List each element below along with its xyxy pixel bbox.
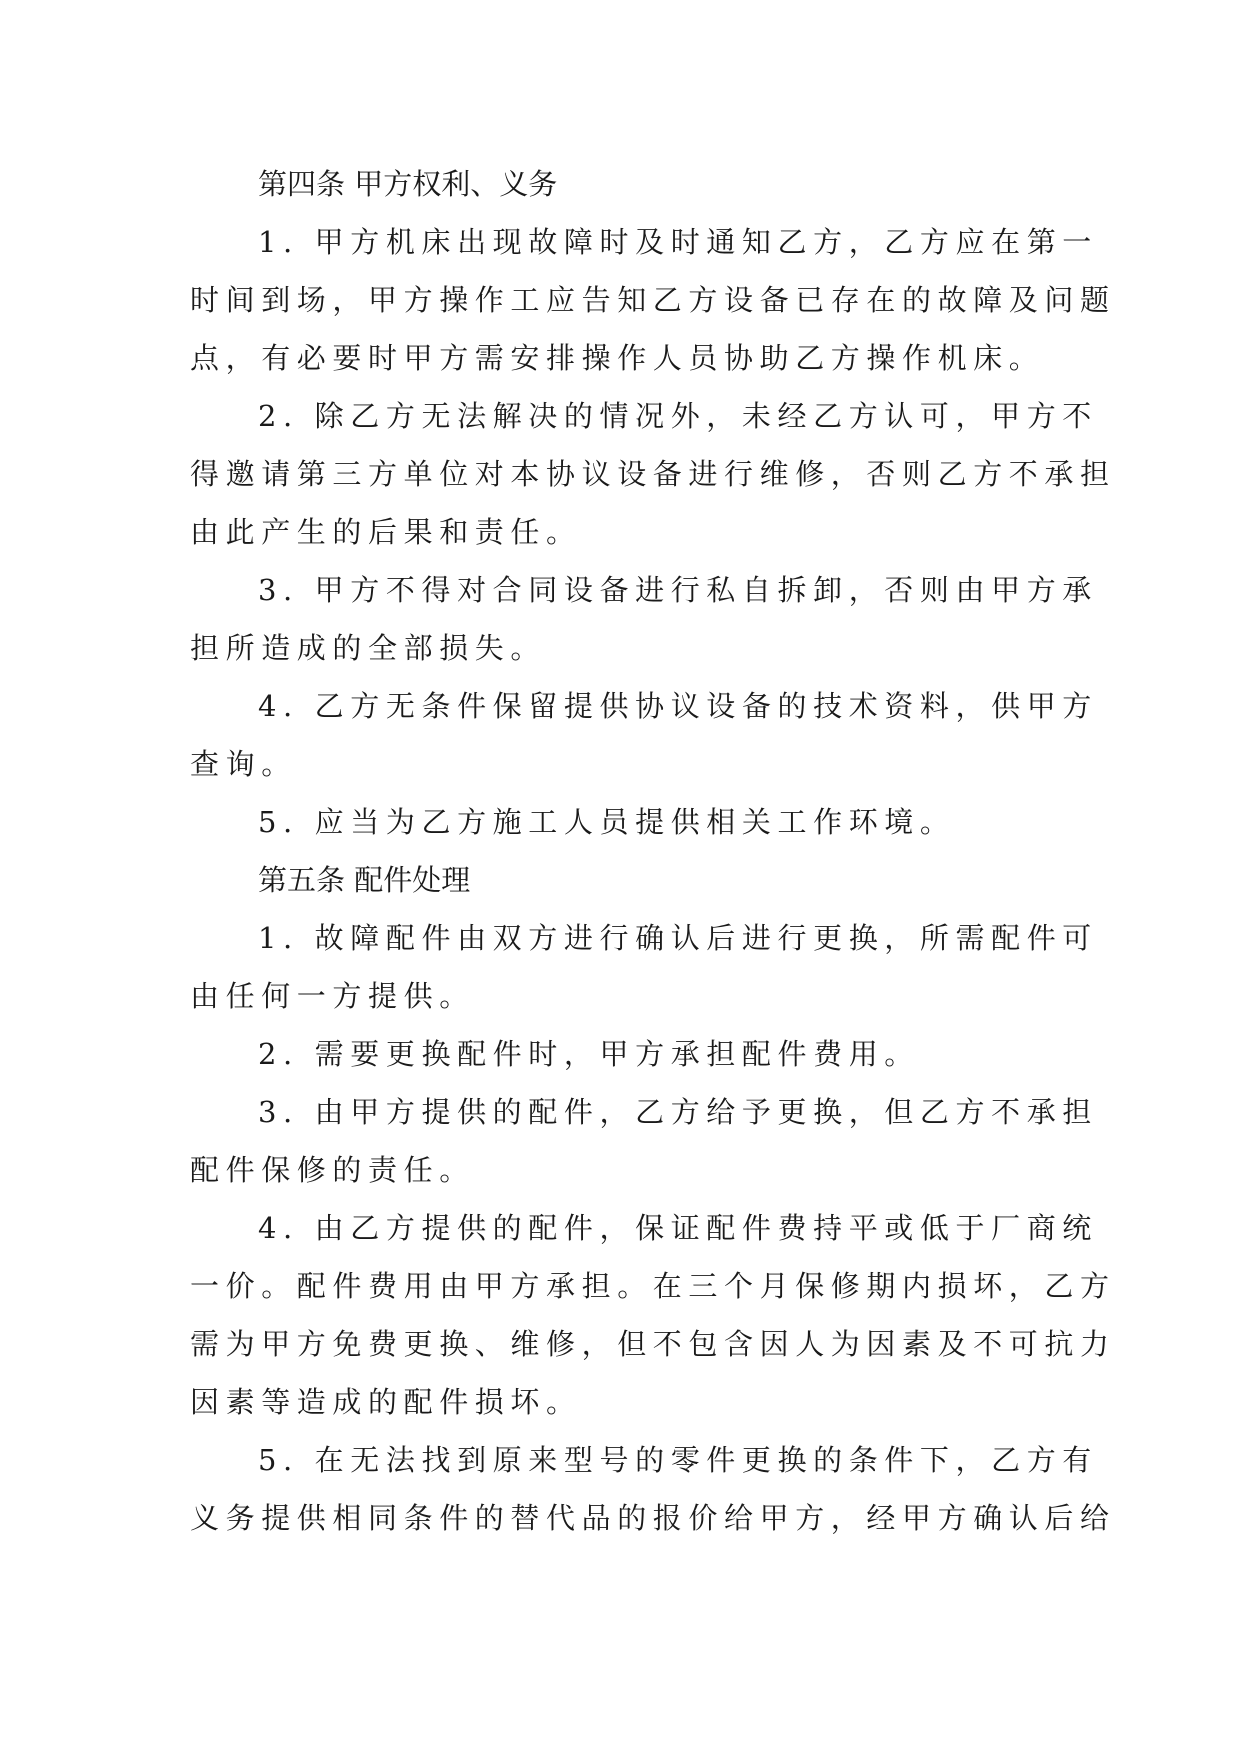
paragraph-line: 需为甲方免费更换、维修，但不包含因人为因素及不可抗力 bbox=[190, 1327, 1116, 1361]
paragraph-line: 4. 由乙方提供的配件，保证配件费持平或低于厂商统 bbox=[258, 1211, 1098, 1245]
paragraph-line: 5. 在无法找到原来型号的零件更换的条件下，乙方有 bbox=[258, 1443, 1098, 1477]
paragraph-line: 2. 需要更换配件时，甲方承担配件费用。 bbox=[258, 1037, 920, 1071]
paragraph-line: 得邀请第三方单位对本协议设备进行维修，否则乙方不承担 bbox=[190, 457, 1116, 491]
paragraph-line: 4. 乙方无条件保留提供协议设备的技术资料，供甲方 bbox=[258, 689, 1098, 723]
paragraph-line: 由任何一方提供。 bbox=[190, 979, 475, 1013]
paragraph-line: 时间到场，甲方操作工应告知乙方设备已存在的故障及问题 bbox=[190, 283, 1116, 317]
paragraph-line: 由此产生的后果和责任。 bbox=[190, 515, 582, 549]
paragraph-line: 5. 应当为乙方施工人员提供相关工作环境。 bbox=[258, 805, 956, 839]
section-heading-5: 第五条 配件处理 bbox=[258, 863, 471, 897]
paragraph-line: 配件保修的责任。 bbox=[190, 1153, 475, 1187]
paragraph-line: 2. 除乙方无法解决的情况外，未经乙方认可，甲方不 bbox=[258, 399, 1098, 433]
section-heading-4: 第四条 甲方权利、义务 bbox=[258, 167, 558, 201]
paragraph-line: 3. 由甲方提供的配件，乙方给予更换，但乙方不承担 bbox=[258, 1095, 1098, 1129]
paragraph-line: 一价。配件费用由甲方承担。在三个月保修期内损坏，乙方 bbox=[190, 1269, 1116, 1303]
paragraph-line: 3. 甲方不得对合同设备进行私自拆卸，否则由甲方承 bbox=[258, 573, 1098, 607]
paragraph-line: 1. 故障配件由双方进行确认后进行更换，所需配件可 bbox=[258, 921, 1098, 955]
paragraph-line: 因素等造成的配件损坏。 bbox=[190, 1385, 582, 1419]
paragraph-line: 担所造成的全部损失。 bbox=[190, 631, 547, 665]
paragraph-line: 1. 甲方机床出现故障时及时通知乙方，乙方应在第一 bbox=[258, 225, 1098, 259]
paragraph-line: 点，有必要时甲方需安排操作人员协助乙方操作机床。 bbox=[190, 341, 1045, 375]
paragraph-line: 查询。 bbox=[190, 747, 297, 781]
paragraph-line: 义务提供相同条件的替代品的报价给甲方，经甲方确认后给 bbox=[190, 1501, 1116, 1535]
